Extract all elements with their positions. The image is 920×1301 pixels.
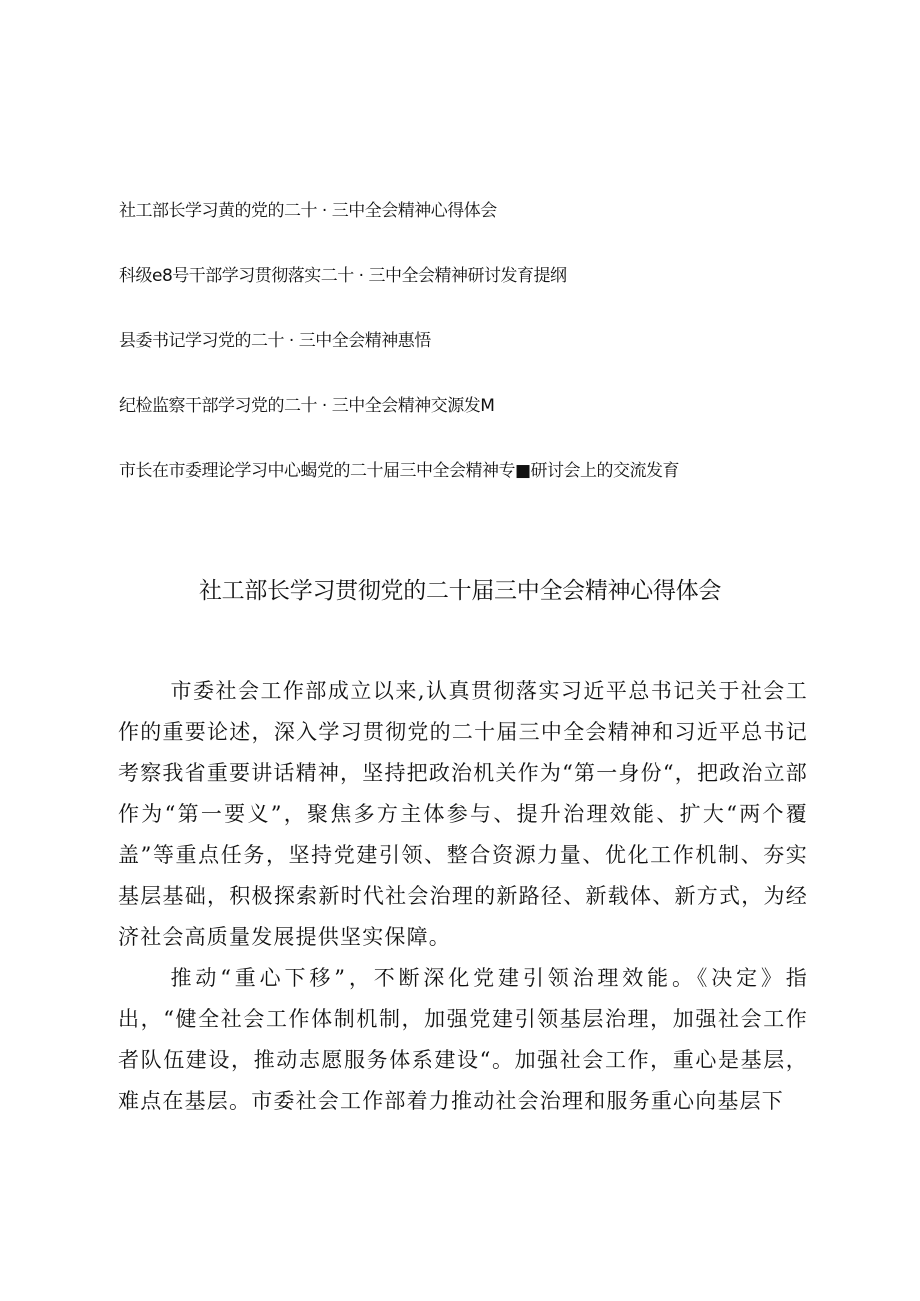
document-body — [118, 671, 808, 1122]
table-of-contents — [119, 196, 819, 521]
toc-item: 市长在市委理论学习中心蝎党的二十届三中全会精神专■研讨会上的交流发育 — [119, 461, 680, 481]
toc-item: 纪检监察干部学习党的二十 · 三中全会精神交源发M — [119, 396, 495, 416]
toc-item: 社工部长学习黄的党的二十 · 三中全会精神心得体会 — [119, 201, 497, 221]
body-paragraph: 推动“重心下移”，不断深化党建引领治理效能。《决定》指出，“健全社会工作体制机制，加强党建引领基层治理，加强社会工作者队伍建设，推动志愿服务体系建设“。加强社会工作，重心是基层，难点在基层。市委社会工作部着力推动社会治理和服务重心向基层下 — [118, 966, 808, 1113]
document-title: 社工部长学习贯彻党的二十届三中全会精神心得体会 — [198, 578, 722, 604]
body-paragraph: 市委社会工作部成立以来,认真贯彻落实习近平总书记关于社会工作的重要论述，深入学习贯彻党的二十届三中全会精神和习近平总书记考察我省重要讲话精神，坚持把政治机关作为“第一身份“，把政治立部作为“第一要义”，聚焦多方主体参与、提升治理效能、扩大“两个覆盖”等重点任务，坚持党建引领、整合资源力量、优化工作机制、夯实基层基础，积极探索新时代社会治理的新路径、新载体、新方式，为经济社会高质量发展提供坚实保障。 — [118, 679, 808, 949]
toc-item: 科级e8号干部学习贯彻落实二十 · 三中全会精神研讨发育提纲 — [119, 266, 567, 286]
toc-item: 县委书记学习党的二十 · 三中全会精神惠悟 — [119, 331, 431, 351]
